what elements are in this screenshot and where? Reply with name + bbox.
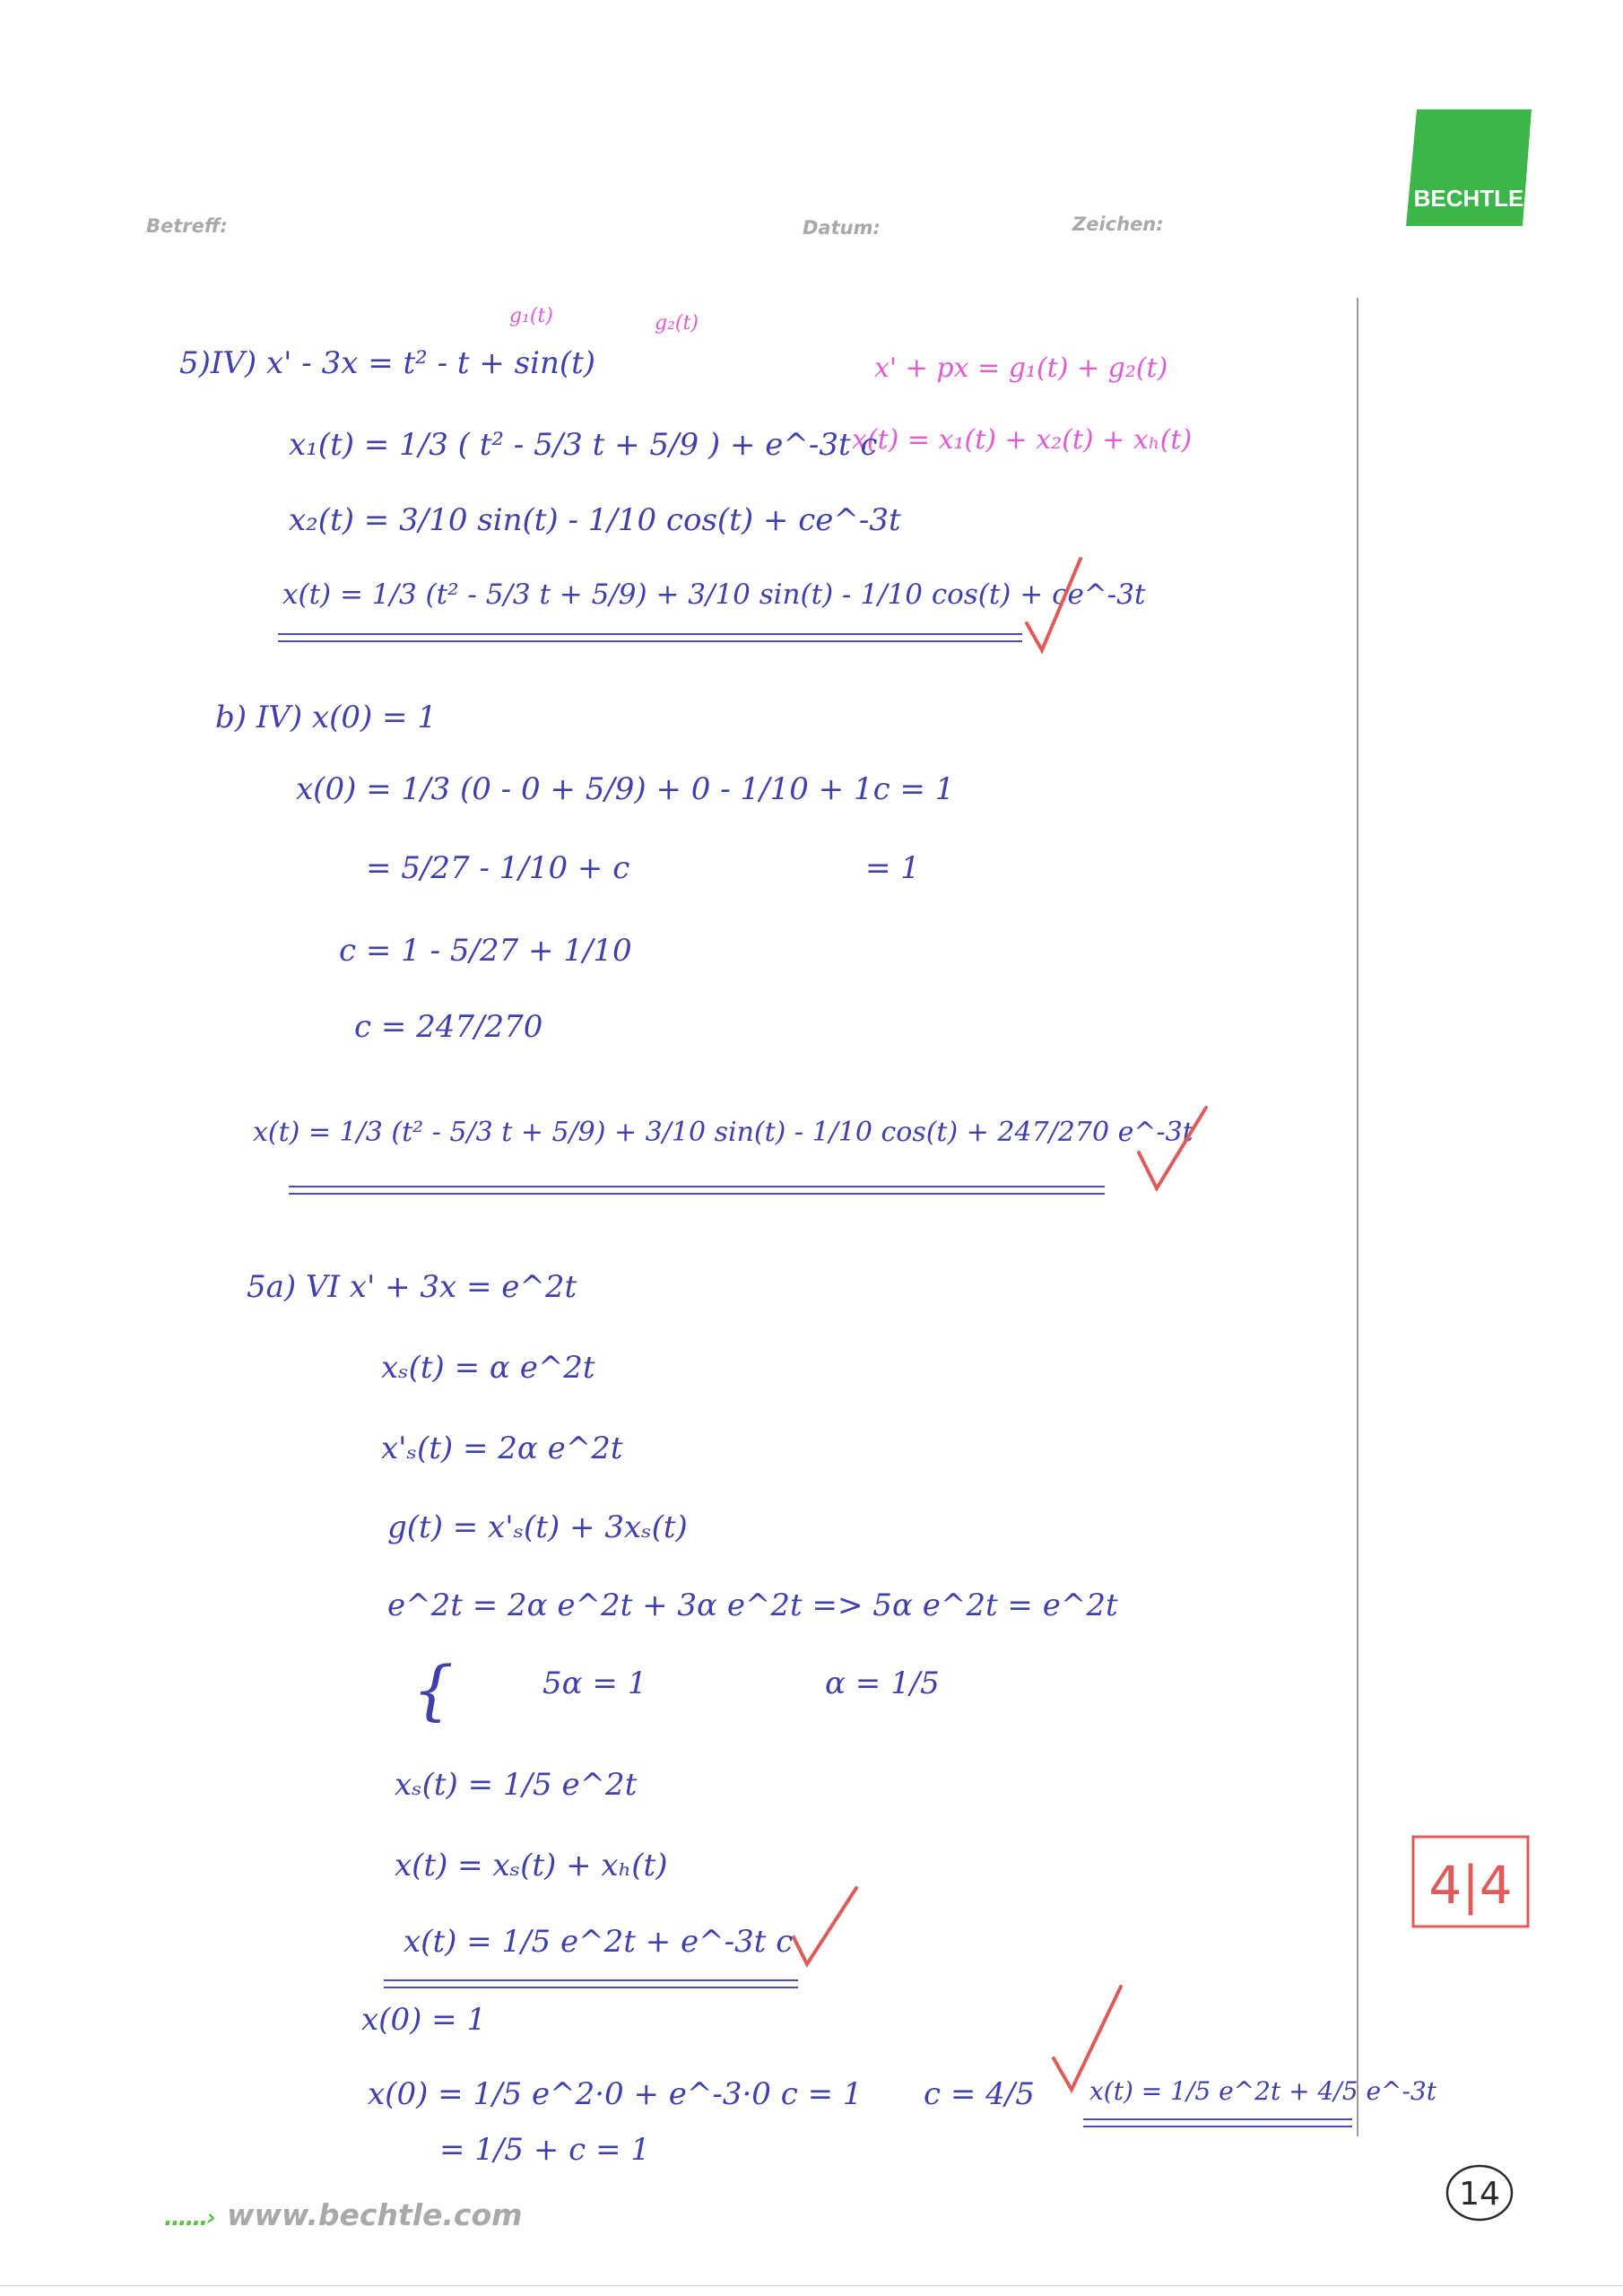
final-underline bbox=[1083, 2118, 1352, 2120]
c-line-8: x(t) = xₛ(t) + xₕ(t) bbox=[395, 1848, 668, 1883]
c-line-5: e^2t = 2α e^2t + 3α e^2t => 5α e^2t = e^2t bbox=[387, 1587, 1118, 1623]
footer-arrow-icon: ......› bbox=[164, 2205, 214, 2231]
b-line-3-rhs: = 1 bbox=[865, 850, 920, 886]
footer bbox=[164, 2197, 523, 2232]
result-c-underline bbox=[384, 1979, 798, 1981]
final-result: x(t) = 1/5 e^2t + 4/5 e^-3t bbox=[1089, 2076, 1436, 2106]
c-line-2: xₛ(t) = α e^2t bbox=[381, 1350, 595, 1386]
c-line-7: xₛ(t) = 1/5 e^2t bbox=[395, 1767, 638, 1803]
c-line-4: g(t) = x'ₛ(t) + 3xₛ(t) bbox=[387, 1509, 688, 1545]
c-line-3: x'ₛ(t) = 2α e^2t bbox=[381, 1431, 623, 1466]
c-line-6: 5α = 1 bbox=[542, 1665, 647, 1701]
check-mark-icon bbox=[1134, 1103, 1211, 1197]
b-line-3: = 5/27 - 1/10 + c bbox=[366, 850, 630, 886]
result-b-underline bbox=[289, 1186, 1105, 1187]
b-line-4: c = 1 - 5/27 + 1/10 bbox=[339, 933, 632, 969]
brace-icon: { bbox=[412, 1652, 454, 1727]
footer-url[interactable]: www.bechtle.com bbox=[226, 2197, 523, 2232]
initial-condition-b: b) IV) x(0) = 1 bbox=[215, 700, 437, 735]
superposition-note-2: x(t) = x₁(t) + x₂(t) + xₕ(t) bbox=[852, 424, 1193, 456]
result-a-underline-2 bbox=[278, 640, 1022, 642]
result-a-underline bbox=[278, 633, 1022, 635]
x1-line: x₁(t) = 1/3 ( t² - 5/3 t + 5/9 ) + e^-3t c bbox=[289, 427, 878, 463]
final-underline-2 bbox=[1083, 2126, 1352, 2127]
grade-box bbox=[1406, 1830, 1536, 1933]
c-line-9: x(0) = 1 bbox=[361, 2002, 487, 2038]
g2-annotation: g₂(t) bbox=[655, 312, 699, 335]
result-b-underline-2 bbox=[289, 1193, 1105, 1195]
c-value: c = 4/5 bbox=[924, 2076, 1035, 2112]
g1-annotation: g₁(t) bbox=[509, 305, 553, 327]
check-mark-icon bbox=[1022, 552, 1085, 659]
page-number bbox=[1444, 2161, 1515, 2224]
betreff-label: Betreff: bbox=[146, 215, 228, 237]
result-c-underline-2 bbox=[384, 1987, 798, 1988]
c-line-10: x(0) = 1/5 e^2·0 + e^-3·0 c = 1 bbox=[368, 2076, 863, 2112]
result-a: x(t) = 1/3 (t² - 5/3 t + 5/9) + 3/10 sin(t) - 1/10 cos(t) + ce^-3t bbox=[282, 578, 1146, 611]
exercise-iv-equation: 5)IV) x' - 3x = t² - t + sin(t) bbox=[179, 345, 596, 381]
zeichen-label: Zeichen: bbox=[1072, 213, 1164, 235]
grade-text: 4|4 bbox=[1428, 1855, 1513, 1916]
b-line-2: x(0) = 1/3 (0 - 0 + 5/9) + 0 - 1/10 + 1c = 1 bbox=[296, 771, 955, 807]
exercise-vi-equation: 5a) VI x' + 3x = e^2t bbox=[247, 1269, 577, 1305]
datum-label: Datum: bbox=[803, 217, 881, 239]
result-b: x(t) = 1/3 (t² - 5/3 t + 5/9) + 3/10 sin(t) - 1/10 cos(t) + 247/270 e^-3t bbox=[253, 1117, 1193, 1148]
b-line-5: c = 247/270 bbox=[354, 1009, 543, 1045]
c-line-11: = 1/5 + c = 1 bbox=[439, 2132, 650, 2168]
x2-line: x₂(t) = 3/10 sin(t) - 1/10 cos(t) + ce^-3t bbox=[289, 502, 901, 538]
bottom-rule bbox=[0, 2285, 1623, 2286]
margin-line bbox=[1357, 298, 1358, 2136]
superposition-note-1: x' + px = g₁(t) + g₂(t) bbox=[874, 352, 1168, 384]
check-mark-icon bbox=[789, 1883, 861, 1973]
logo-text: BECHTLE bbox=[1413, 185, 1524, 212]
result-c: x(t) = 1/5 e^2t + e^-3t c bbox=[404, 1924, 794, 1960]
page-number-text: 14 bbox=[1459, 2176, 1500, 2213]
c-line-6-rhs: α = 1/5 bbox=[825, 1665, 940, 1701]
bechtle-logo bbox=[1406, 109, 1532, 226]
